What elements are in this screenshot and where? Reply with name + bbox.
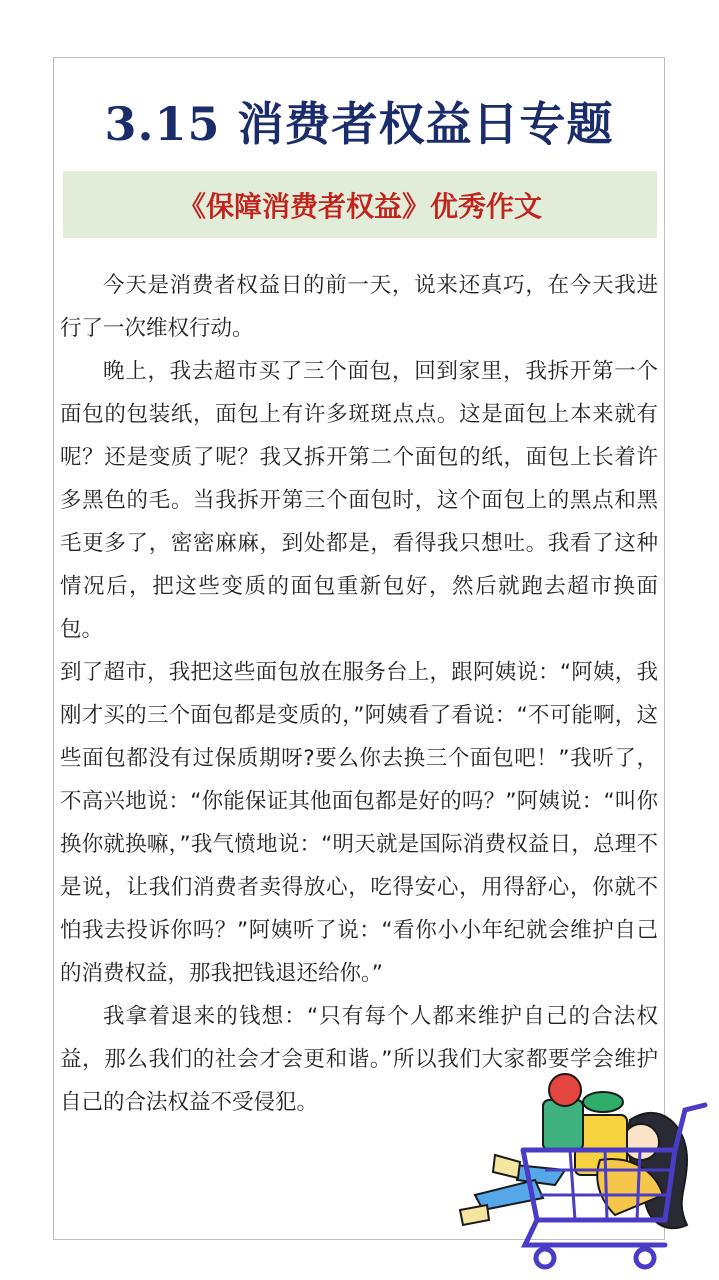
subtitle-banner bbox=[63, 171, 657, 238]
article-frame bbox=[53, 57, 665, 1240]
article-body bbox=[60, 264, 658, 1124]
paragraph-3: 到了超市，我把这些面包放在服务台上，跟阿姨说：“阿姨，我刚才买的三个面包都是变质的，”阿姨看了看说：“不可能啊，这些面包都没有过保质期呀?要么你去换三个面包吧！”我听了，不高兴地说：“你能保证其他面包都是好的吗？”阿姨说：“叫你换你就换嘛，”我气愤地说：“明天就是国际消费权益日，总理不是说，让我们消费者卖得放心，吃得安心，用得舒心，你就不怕我去投诉你吗？”阿姨听了说：“看你小小年纪就会维护自己的消费权益，那我把钱退还给你。” bbox=[60, 660, 658, 986]
paragraph-4: 我拿着退来的钱想：“只有每个人都来维护自己的合法权益，那么我们的社会才会更和谐。”所以我们大家都要学会维护自己的合法权益不受侵犯。 bbox=[60, 1004, 658, 1115]
paragraph-2: 晚上，我去超市买了三个面包，回到家里，我拆开第一个面包的包装纸，面包上有许多斑斑点点。这是面包上本来就有呢？还是变质了呢？我又拆开第二个面包的纸，面包上长着许多黑色的毛。当我拆开第三个面包时，这个面包上的黑点和黑毛更多了，密密麻麻，到处都是，看得我只想吐。我看了这种情况后，把这些变质的面包重新包好，然后就跑去超市换面包。 bbox=[60, 359, 658, 642]
page-title: 3.15 消费者权益日专题 bbox=[104, 97, 614, 151]
paragraph-1: 今天是消费者权益日的前一天，说来还真巧，在今天我进行了一次维权行动。 bbox=[60, 273, 658, 341]
article-subtitle: 《保障消费者权益》优秀作文 bbox=[177, 189, 542, 223]
